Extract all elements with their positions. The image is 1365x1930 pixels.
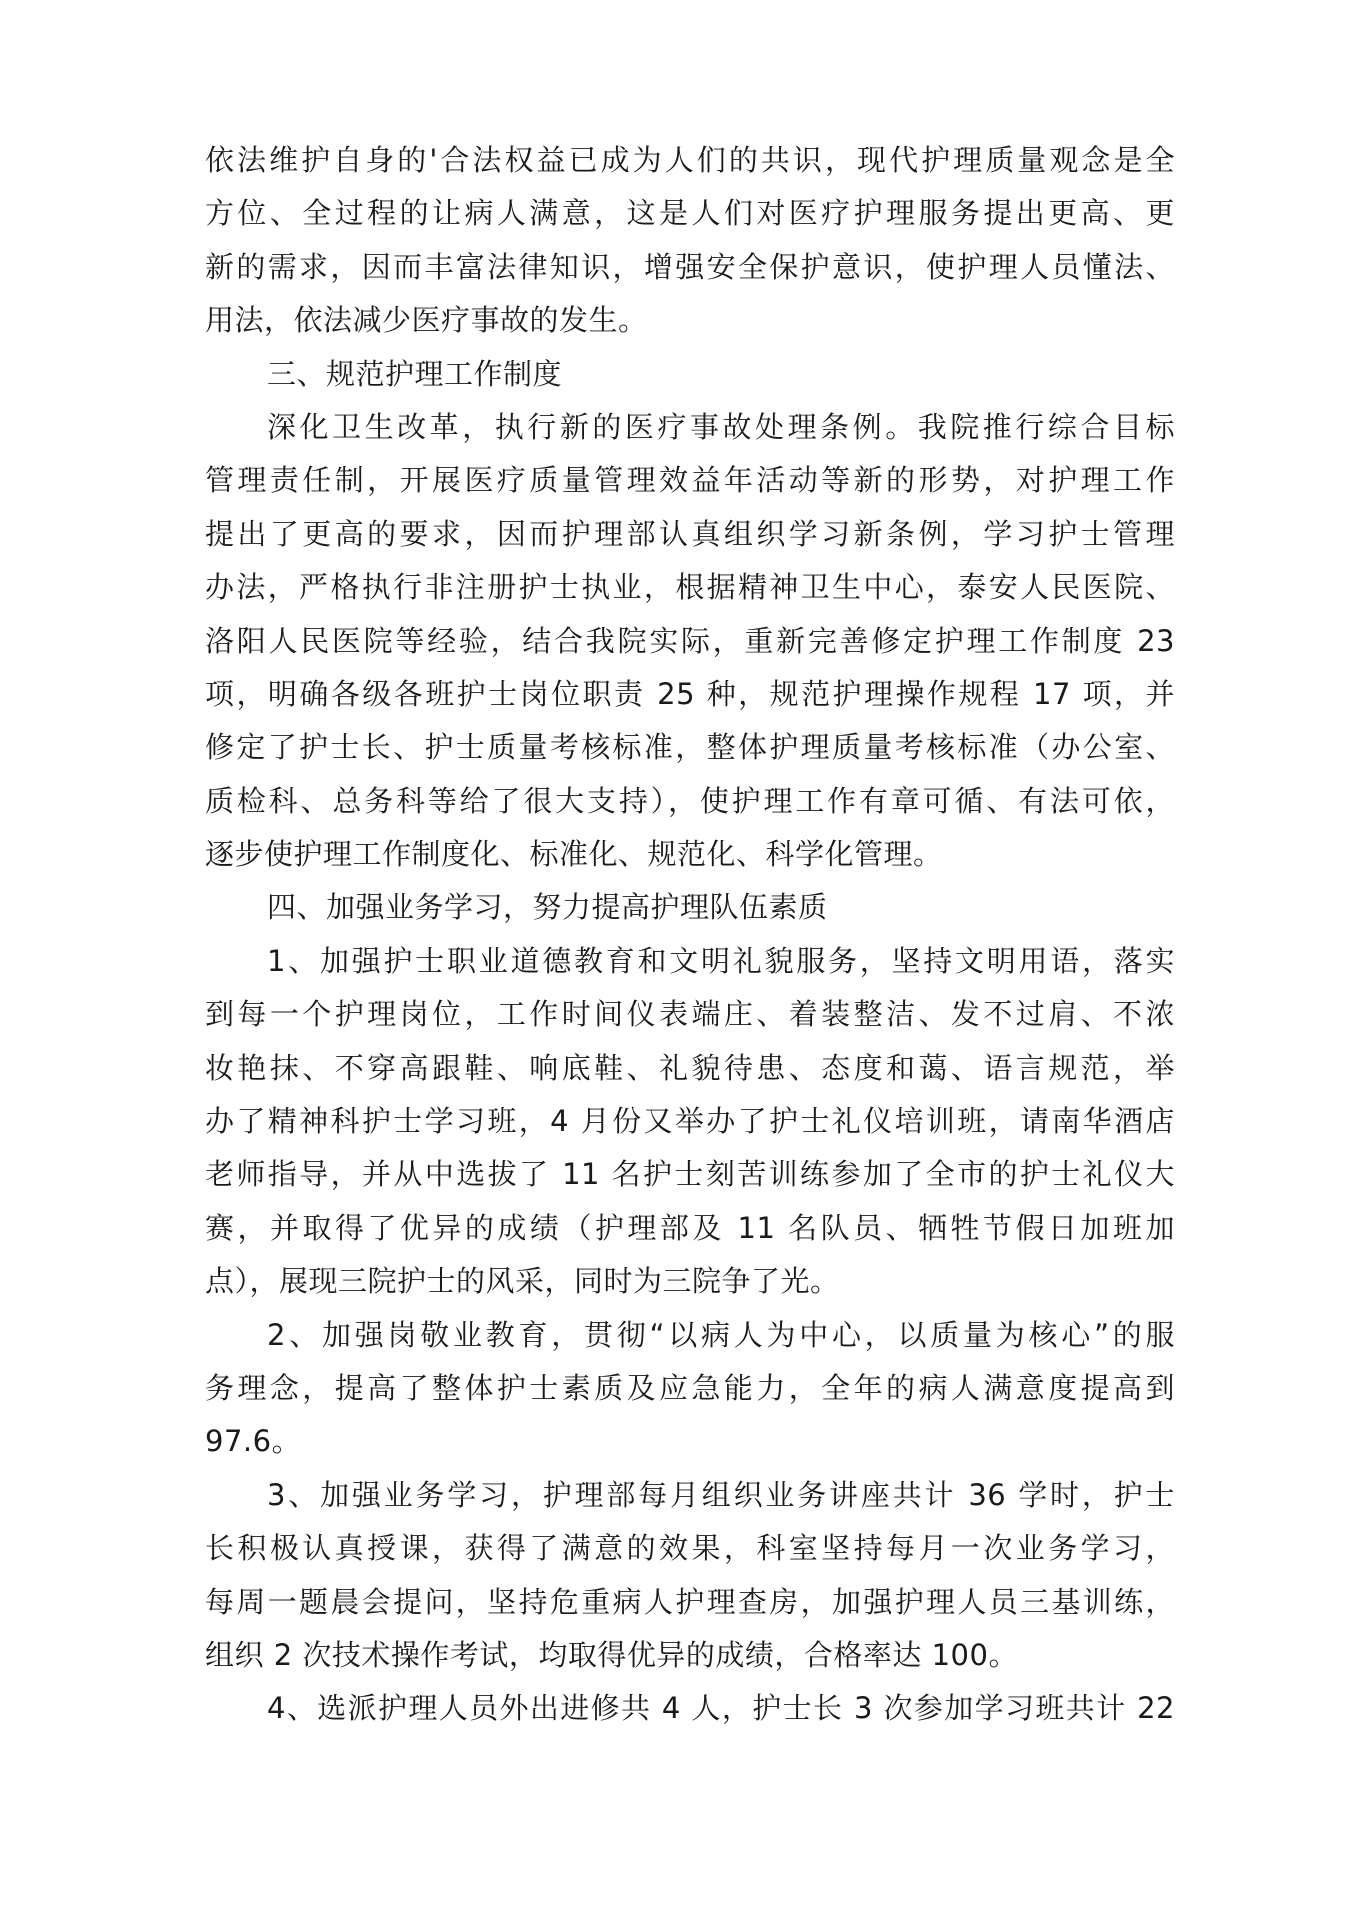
document-body <box>205 134 1175 1736</box>
paragraph-line: 逐步使护理工作制度化、标准化、规范化、科学化管理。 <box>205 837 943 872</box>
paragraph-line: 97.6。 <box>205 1424 302 1459</box>
paragraph-line: 妆艳抹、不穿高跟鞋、响底鞋、礼貌待患、态度和蔼、语言规范，举 <box>205 1050 1175 1085</box>
paragraph-line: 新的需求，因而丰富法律知识，增强安全保护意识，使护理人员懂法、 <box>205 249 1175 284</box>
paragraph-line: 办了精神科护士学习班，4 月份又举办了护士礼仪培训班，请南华酒店 <box>205 1104 1175 1139</box>
paragraph-line: 质检科、总务科等给了很大支持），使护理工作有章可循、有法可依， <box>205 783 1175 818</box>
section-heading: 四、加强业务学习，努力提高护理队伍素质 <box>267 890 828 925</box>
paragraph-line: 修定了护士长、护士质量考核标准，整体护理质量考核标准（办公室、 <box>205 730 1175 765</box>
paragraph-line: 4、选派护理人员外出进修共 4 人，护士长 3 次参加学习班共计 22 <box>267 1691 1175 1726</box>
paragraph-line: 依法维护自身的'合法权益已成为人们的共识，现代护理质量观念是全 <box>205 143 1175 177</box>
paragraph-line: 组织 2 次技术操作考试，均取得优异的成绩，合格率达 100。 <box>205 1637 1018 1672</box>
paragraph-line: 赛，并取得了优异的成绩（护理部及 11 名队员、牺牲节假日加班加 <box>205 1210 1175 1245</box>
paragraph-line: 每周一题晨会提问，坚持危重病人护理查房，加强护理人员三基训练， <box>205 1584 1175 1619</box>
paragraph-line: 点），展现三院护士的风采，同时为三院争了光。 <box>205 1264 840 1299</box>
paragraph-line: 用法，依法减少医疗事故的发生。 <box>205 303 648 338</box>
paragraph-line: 深化卫生改革，执行新的医疗事故处理条例。我院推行综合目标 <box>267 409 1175 444</box>
paragraph-line: 3、加强业务学习，护理部每月组织业务讲座共计 36 学时，护士 <box>267 1477 1175 1512</box>
paragraph-line: 洛阳人民医院等经验，结合我院实际，重新完善修定护理工作制度 23 <box>205 623 1175 658</box>
paragraph-line: 老师指导，并从中选拔了 11 名护士刻苦训练参加了全市的护士礼仪大 <box>205 1157 1175 1192</box>
paragraph-line: 提出了更高的要求，因而护理部认真组织学习新条例，学习护士管理 <box>205 516 1175 551</box>
paragraph-line: 2、加强岗敬业教育，贯彻“以病人为中心，以质量为核心”的服 <box>267 1317 1175 1352</box>
paragraph-line: 项，明确各级各班护士岗位职责 25 种，规范护理操作规程 17 项，并 <box>205 676 1175 711</box>
paragraph-line: 务理念，提高了整体护士素质及应急能力，全年的病人满意度提高到 <box>205 1370 1175 1405</box>
paragraph-line: 到每一个护理岗位，工作时间仪表端庄、着装整洁、发不过肩、不浓 <box>205 997 1175 1032</box>
section-heading: 三、规范护理工作制度 <box>267 356 563 391</box>
paragraph-line: 方位、全过程的让病人满意，这是人们对医疗护理服务提出更高、更 <box>205 196 1175 231</box>
paragraph-line: 办法，严格执行非注册护士执业，根据精神卫生中心，泰安人民医院、 <box>205 570 1175 605</box>
paragraph-line: 1、加强护士职业道德教育和文明礼貌服务，坚持文明用语，落实 <box>267 943 1175 978</box>
paragraph-line: 管理责任制，开展医疗质量管理效益年活动等新的形势，对护理工作 <box>205 463 1175 498</box>
paragraph-line: 长积极认真授课，获得了满意的效果，科室坚持每月一次业务学习， <box>205 1531 1175 1566</box>
